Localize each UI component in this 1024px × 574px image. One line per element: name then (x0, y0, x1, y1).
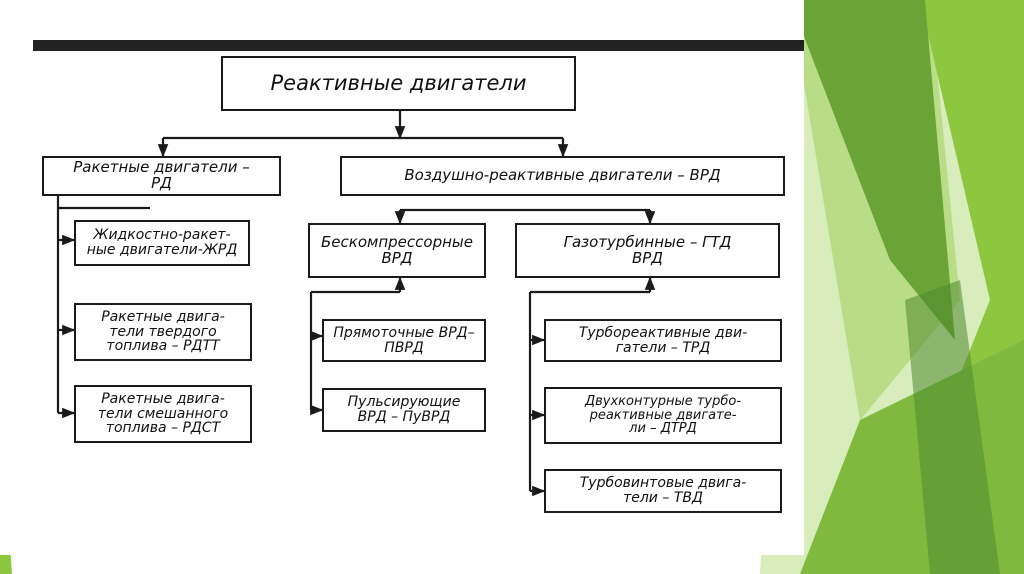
node-dtrd-line1: Двухконтурные турбо- (584, 394, 742, 410)
node-puvrd-line1: Пульсирующие (347, 394, 461, 411)
node-beskompressornye-text (321, 232, 473, 267)
node-gtd (515, 223, 780, 278)
node-rdst-text (98, 392, 228, 436)
node-gtd-text (563, 232, 732, 267)
node-tvd-text (580, 476, 747, 505)
node-rdtt-text (101, 310, 225, 354)
node-pvrd (322, 319, 486, 362)
node-puvrd-line2: ВРД – ПуВРД (357, 409, 451, 425)
node-pvrd-line2: ПВРД (384, 339, 424, 356)
node-rdtt-line1: Ракетные двига- (101, 308, 225, 325)
node-trd (544, 319, 782, 362)
node-dtrd-text (585, 395, 741, 436)
node-tvd (544, 469, 782, 513)
node-rdst (74, 385, 252, 443)
node-vrd (340, 156, 785, 196)
node-rd-text (73, 160, 250, 192)
node-gtd-line1: Газотурбинные – ГТД (563, 232, 732, 251)
node-trd-line2: гатели – ТРД (615, 339, 711, 356)
node-dtrd-line3: ли – ДТРД (629, 421, 697, 437)
node-beskompressornye (308, 223, 486, 278)
node-tvd-line2: тели – ТВД (623, 490, 703, 506)
node-zhrd-line1: Жидкостно-ракет- (93, 227, 231, 244)
node-trd-text (579, 326, 747, 355)
node-trd-line1: Турбореактивные дви- (578, 324, 748, 341)
node-beskompressornye-line2: ВРД (381, 248, 413, 267)
node-zhrd-text (87, 228, 238, 257)
node-rd (42, 156, 281, 196)
node-vrd-label: Воздушно-реактивные двигатели – ВРД (404, 166, 721, 185)
node-beskompressornye-line1: Бескомпрессорные (321, 232, 473, 251)
node-pvrd-text (333, 326, 474, 355)
node-puvrd-text (348, 395, 461, 424)
node-rdst-line3: топлива – РДСТ (105, 420, 221, 437)
node-rd-line2: РД (151, 174, 172, 192)
node-rdtt (74, 303, 252, 361)
node-dtrd (544, 387, 782, 444)
node-rdtt-line2: тели твердого (109, 323, 217, 340)
node-tvd-line1: Турбовинтовые двига- (579, 475, 747, 492)
node-root-label: Реактивные двигатели (270, 71, 527, 96)
node-rd-line1: Ракетные двигатели – (73, 158, 250, 177)
node-gtd-line2: ВРД (631, 248, 664, 267)
node-root (221, 56, 576, 111)
node-zhrd-line2: ные двигатели-ЖРД (86, 242, 238, 258)
node-puvrd (322, 388, 486, 432)
node-pvrd-line1: Прямоточные ВРД– (333, 324, 475, 341)
node-rdst-line1: Ракетные двига- (101, 390, 225, 407)
node-dtrd-line2: реактивные двигате- (589, 407, 737, 423)
node-rdst-line2: тели смешанного (97, 405, 229, 422)
node-zhrd (74, 220, 250, 266)
node-rdtt-line3: топлива – РДТТ (106, 338, 220, 355)
